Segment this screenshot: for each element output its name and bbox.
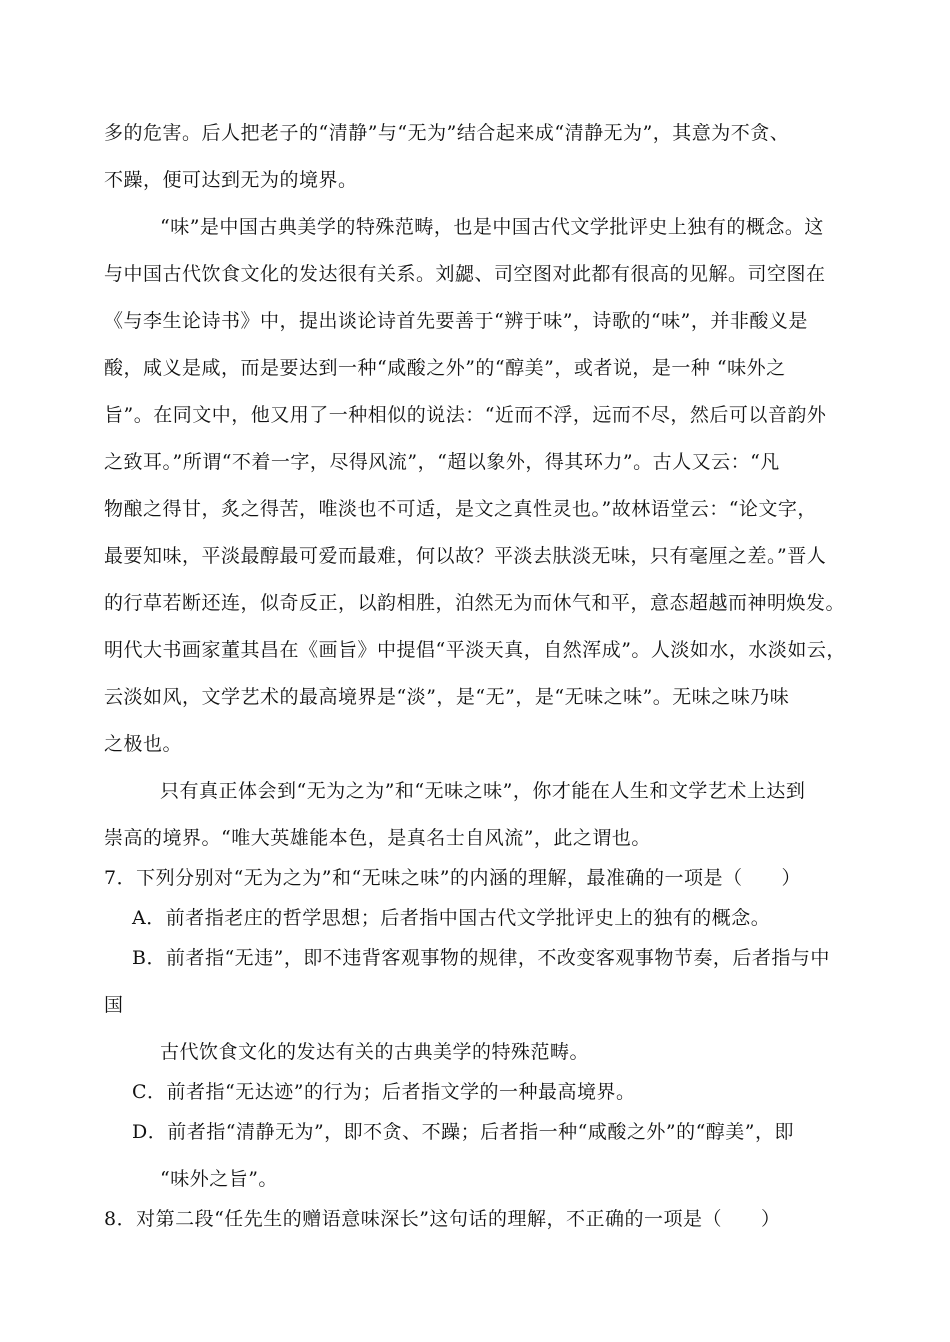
p2-line-1: “味”是中国古典美学的特殊范畴，也是中国古代文学批评史上独有的概念。这 <box>160 216 824 238</box>
question-8-stem: 8．对第二段“任先生的赠语意味深长”这句话的理解，不正确的一项是（ ） <box>104 1208 781 1230</box>
p2-line-4: 酸，咸义是咸，而是要达到一种“咸酸之外”的“醇美”，或者说，是一种 “味外之 <box>104 357 786 379</box>
question-7-option-d: D．前者指“清静无为”，即不贪、不躁；后者指一种“咸酸之外”的“醇美”，即 <box>132 1121 795 1143</box>
p3-line-1: 只有真正体会到“无为之为”和“无味之味”，你才能在人生和文学艺术上达到 <box>160 780 806 802</box>
p1-line-2: 不躁，便可达到无为的境界。 <box>104 169 358 191</box>
p2-line-9: 的行草若断还连，似奇反正，以韵相胜，泊然无为而休气和平，意态超越而神明焕发。 <box>104 592 846 614</box>
question-7-option-c: C．前者指“无达迹”的行为；后者指文学的一种最高境界。 <box>132 1081 636 1103</box>
p2-line-8: 最要知味，平淡最醇最可爱而最难，何以故？平淡去肤淡无味，只有毫厘之差。”晋人 <box>104 545 827 567</box>
p2-line-5: 旨”。在同文中，他又用了一种相似的说法：“近而不浮，远而不尽，然后可以音韵外 <box>104 404 827 426</box>
p2-line-6: 之致耳。”所谓“不着一字，尽得风流”，“超以象外，得其环力”。古人又云：“凡 <box>104 451 780 473</box>
question-7-stem: 7．下列分别对“无为之为”和“无味之味”的内涵的理解，最准确的一项是（ ） <box>104 867 801 889</box>
p2-line-10: 明代大书画家董其昌在《画旨》中提倡“平淡天真，自然浑成”。人淡如水，水淡如云， <box>104 639 846 661</box>
p2-line-11: 云淡如风，文学艺术的最高境界是“淡”，是“无”，是“无味之味”。无味之味乃味 <box>104 686 790 708</box>
question-7-option-b-cont: 古代饮食文化的发达有关的古典美学的特殊范畴。 <box>160 1041 590 1063</box>
p2-line-3: 《与李生论诗书》中，提出谈论诗首先要善于“辨于味”，诗歌的“味”，并非酸义是 <box>104 310 808 332</box>
p2-line-12: 之极也。 <box>104 733 183 755</box>
question-7-option-a: A．前者指老庄的哲学思想；后者指中国古代文学批评史上的独有的概念。 <box>132 907 771 929</box>
p1-line-1: 多的危害。后人把老子的“清静”与“无为”结合起来成“清静无为”，其意为不贪、 <box>104 122 790 144</box>
p2-line-7: 物酿之得甘，炙之得苦，唯淡也不可适，是文之真性灵也。”故林语堂云：“论文字， <box>104 498 817 520</box>
p2-line-2: 与中国古代饮食文化的发达很有关系。刘勰、司空图对此都有很高的见解。司空图在 <box>104 263 826 285</box>
question-7-option-d-cont: “味外之旨”。 <box>160 1168 278 1190</box>
p3-line-2: 崇高的境界。“唯大英雄能本色，是真名士自风流”，此之谓也。 <box>104 827 651 849</box>
question-7-option-b: B．前者指“无违”，即不违背客观事物的规律，不改变客观事物节奏，后者指与中 <box>132 947 830 969</box>
question-7-option-b-wrap: 国 <box>104 994 124 1016</box>
